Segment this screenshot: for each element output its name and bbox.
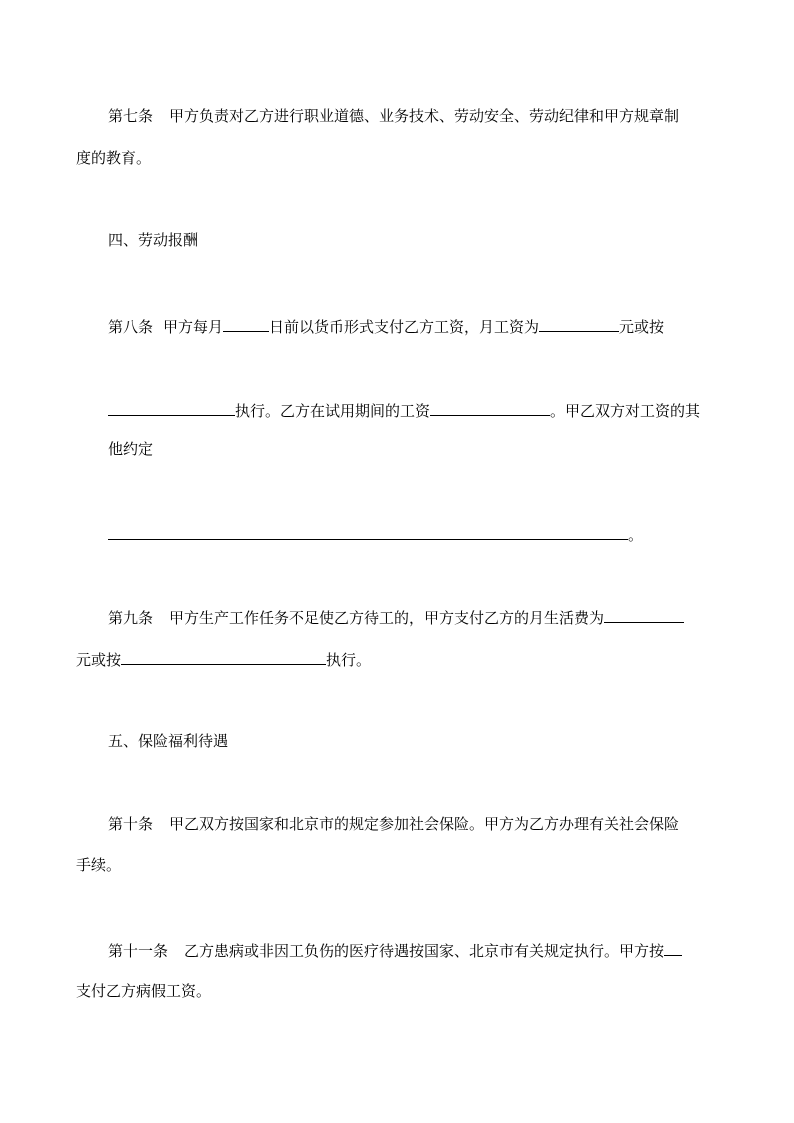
article-7-text-2: 度的教育。 bbox=[76, 149, 152, 167]
article-8-text-3: 元或按 bbox=[619, 318, 665, 336]
article-7-line-2 bbox=[76, 148, 151, 168]
monthly-salary-blank[interactable] bbox=[539, 315, 619, 332]
salary-basis-blank[interactable] bbox=[108, 399, 235, 416]
payday-blank[interactable] bbox=[223, 315, 269, 332]
article-7-text-1: 甲方负责对乙方进行职业道德、业务技术、劳动安全、劳动纪律和甲方规章制 bbox=[169, 107, 680, 125]
article-11-text-2: 支付乙方病假工资。 bbox=[76, 982, 212, 1000]
article-10-line-1 bbox=[108, 814, 679, 834]
allowance-basis-blank[interactable] bbox=[121, 648, 326, 665]
article-8-line-4 bbox=[108, 523, 643, 545]
article-11-line-2 bbox=[76, 981, 211, 1001]
article-7-number: 第七条 bbox=[108, 107, 154, 125]
article-8-number: 第八条 bbox=[108, 318, 154, 336]
article-8-text-2: 日前以货币形式支付乙方工资，月工资为 bbox=[269, 318, 540, 336]
article-9-text-1: 甲方生产工作任务不足使乙方待工的，甲方支付乙方的月生活费为 bbox=[169, 609, 605, 627]
other-salary-agreement-blank[interactable] bbox=[108, 523, 628, 540]
article-11-line-1 bbox=[108, 939, 682, 961]
article-8-text-6: 他约定 bbox=[108, 440, 154, 458]
section-5-heading: 五、保险福利待遇 bbox=[108, 732, 229, 750]
article-9-line-1 bbox=[108, 606, 684, 628]
article-10-text-2: 手续。 bbox=[76, 856, 122, 874]
article-8-line-2 bbox=[108, 399, 700, 421]
living-allowance-blank[interactable] bbox=[604, 606, 684, 623]
article-8-text-7: 。 bbox=[628, 526, 644, 544]
article-9-text-2: 元或按 bbox=[76, 651, 122, 669]
probation-salary-blank[interactable] bbox=[430, 399, 550, 416]
article-8-text-5: 。甲乙双方对工资的其 bbox=[550, 402, 701, 420]
article-11-text-1: 乙方患病或非因工负伤的医疗待遇按国家、北京市有关规定执行。甲方按 bbox=[184, 942, 665, 960]
article-10-line-2 bbox=[76, 855, 121, 875]
article-10-number: 第十条 bbox=[108, 815, 154, 833]
article-9-line-2 bbox=[76, 648, 371, 670]
article-8-line-1 bbox=[108, 315, 664, 337]
section-4-heading: 四、劳动报酬 bbox=[108, 231, 199, 249]
sick-pay-blank[interactable] bbox=[664, 939, 682, 956]
article-8-line-3 bbox=[108, 439, 153, 459]
article-9-text-3: 执行。 bbox=[326, 651, 372, 669]
article-8-text-4: 执行。乙方在试用期间的工资 bbox=[235, 402, 431, 420]
article-10-text-1: 甲乙双方按国家和北京市的规定参加社会保险。甲方为乙方办理有关社会保险 bbox=[169, 815, 680, 833]
article-8-text-1: 甲方每月 bbox=[163, 318, 224, 336]
article-7-line-1 bbox=[108, 106, 679, 126]
article-9-number: 第九条 bbox=[108, 609, 154, 627]
article-11-number: 第十一条 bbox=[108, 942, 169, 960]
